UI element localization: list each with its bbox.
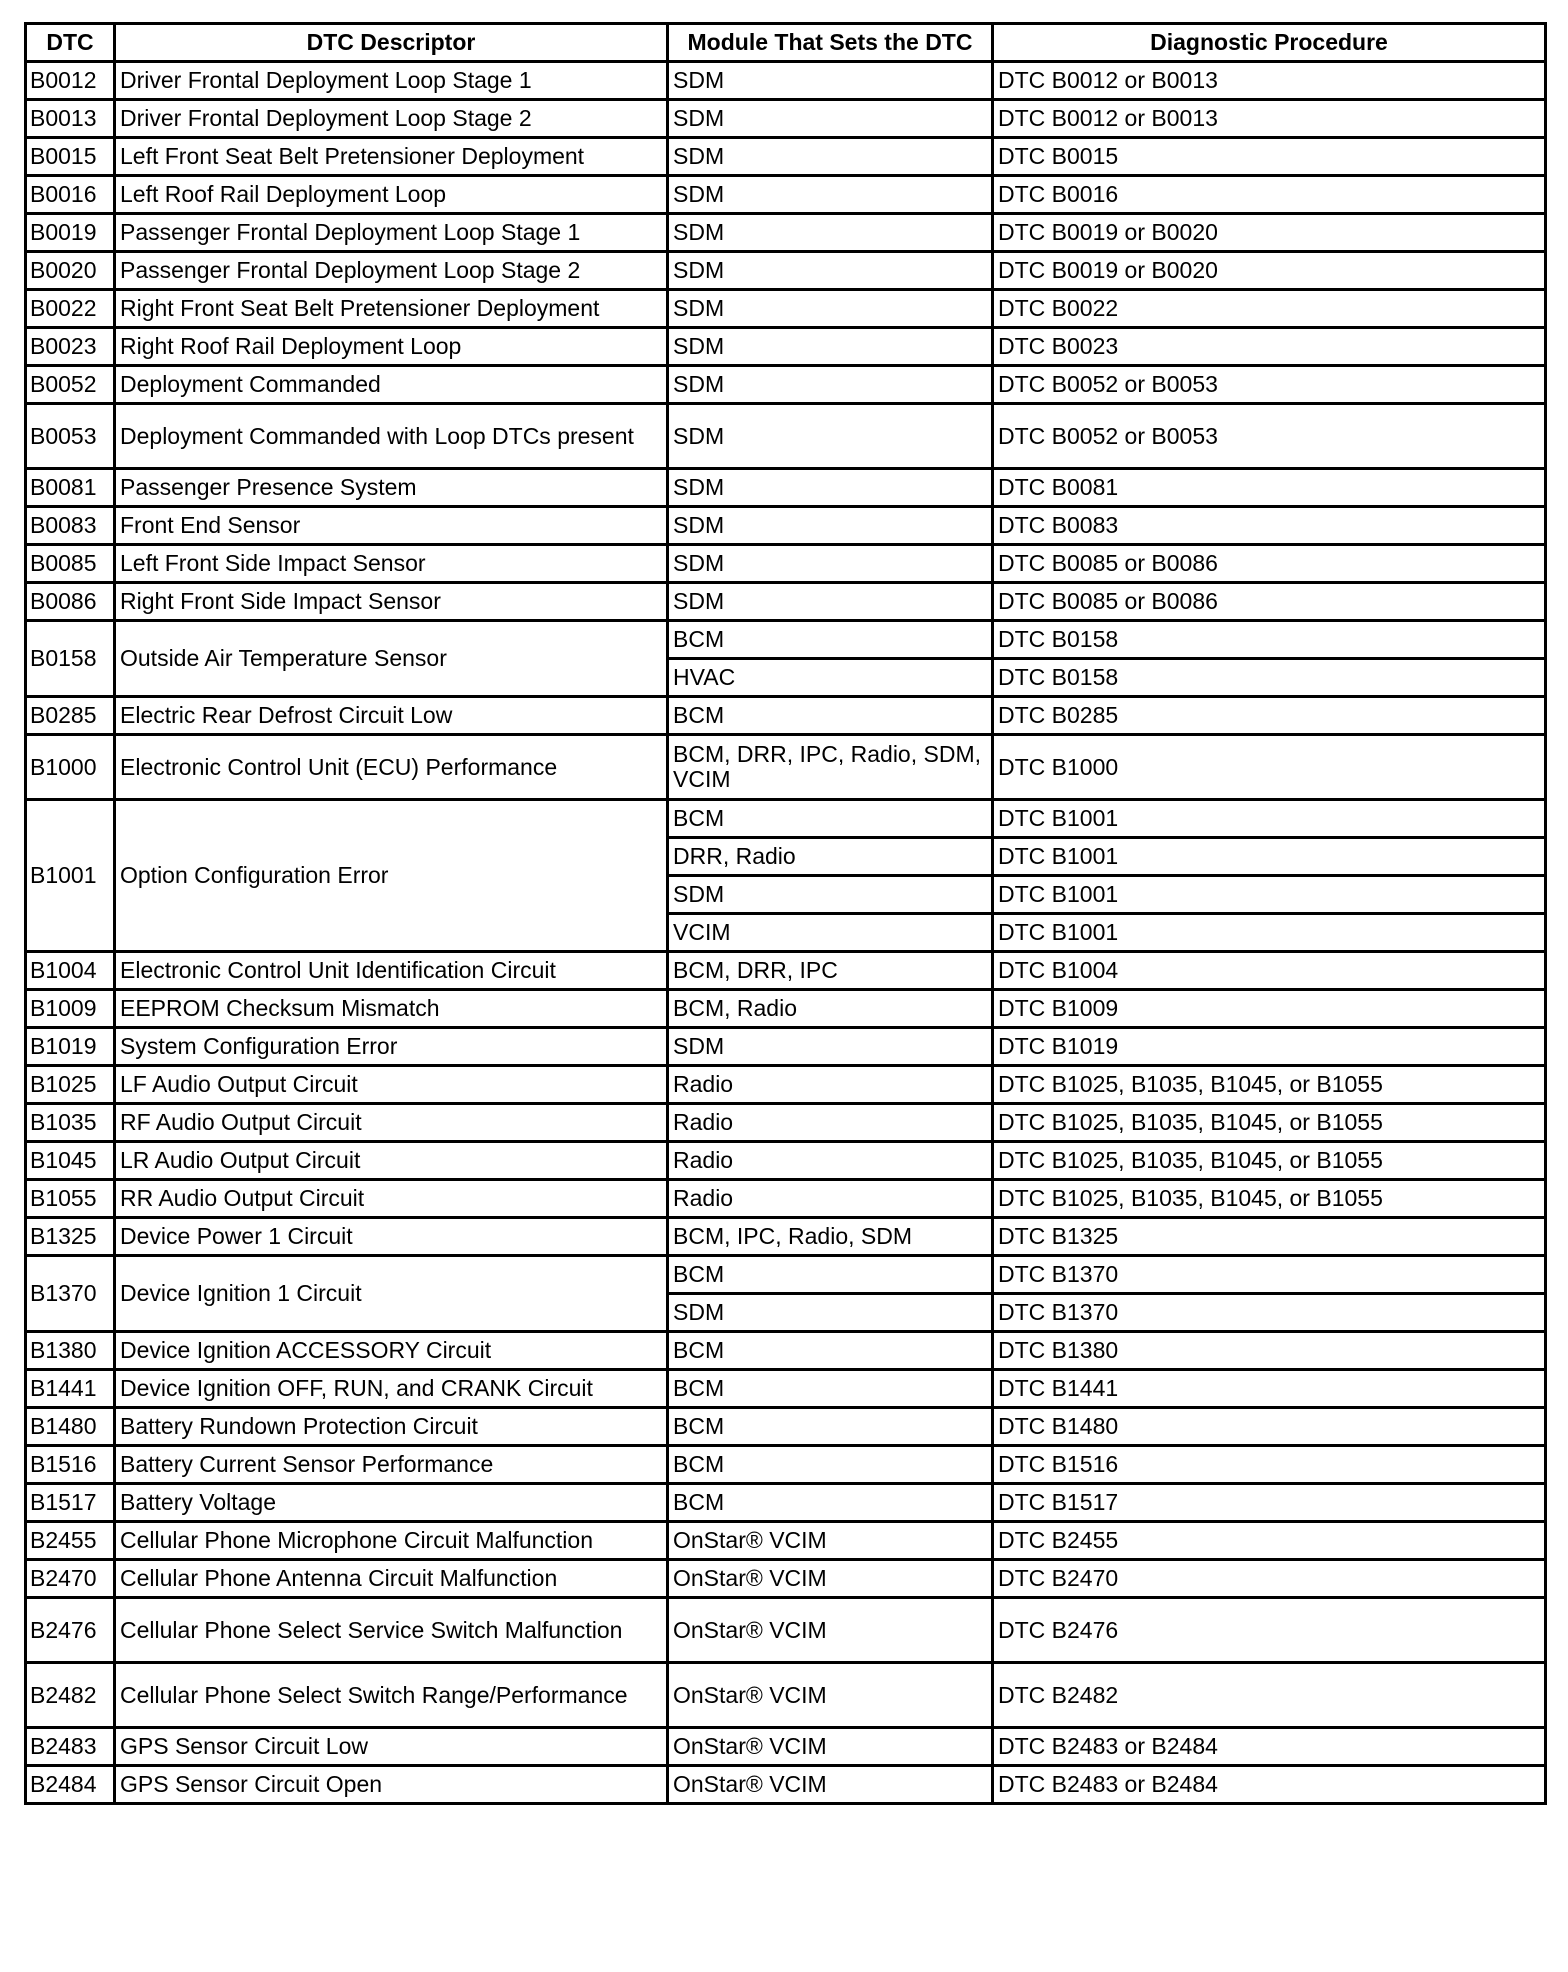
table-row: [26, 1142, 1546, 1180]
table-row: [26, 507, 1546, 545]
table-row: [26, 176, 1546, 214]
procedure-cell: DTC B1025, B1035, B1045, or B1055: [993, 1142, 1546, 1180]
module-cell: SDM: [668, 252, 993, 290]
procedure-cell: DTC B0081: [993, 469, 1546, 507]
dtc-code-cell: B0015: [26, 138, 115, 176]
table-row: [26, 328, 1546, 366]
table-row: [26, 404, 1546, 469]
procedure-cell: DTC B1480: [993, 1408, 1546, 1446]
procedure-cell: DTC B1004: [993, 952, 1546, 990]
table-row: [26, 252, 1546, 290]
dtc-code-cell: B1370: [26, 1256, 115, 1332]
dtc-code-cell: B2482: [26, 1663, 115, 1728]
module-cell: BCM: [668, 697, 993, 735]
dtc-code-cell: B1019: [26, 1028, 115, 1066]
module-cell: BCM: [668, 1484, 993, 1522]
dtc-descriptor-cell: RR Audio Output Circuit: [115, 1180, 668, 1218]
dtc-table: [24, 22, 1547, 1805]
table-row: [26, 1256, 1546, 1294]
table-row: [26, 1522, 1546, 1560]
dtc-code-cell: B0052: [26, 366, 115, 404]
procedure-cell: DTC B0023: [993, 328, 1546, 366]
module-cell: Radio: [668, 1104, 993, 1142]
dtc-code-cell: B1025: [26, 1066, 115, 1104]
dtc-descriptor-cell: Right Front Seat Belt Pretensioner Deployment: [115, 290, 668, 328]
table-row: [26, 1370, 1546, 1408]
dtc-descriptor-cell: Cellular Phone Antenna Circuit Malfunction: [115, 1560, 668, 1598]
dtc-code-cell: B0285: [26, 697, 115, 735]
module-cell: SDM: [668, 328, 993, 366]
table-row: [26, 366, 1546, 404]
procedure-cell: DTC B1000: [993, 735, 1546, 800]
table-row: [26, 800, 1546, 838]
table-row: [26, 1180, 1546, 1218]
module-cell: SDM: [668, 469, 993, 507]
module-cell: HVAC: [668, 659, 993, 697]
dtc-descriptor-cell: Front End Sensor: [115, 507, 668, 545]
table-row: [26, 1446, 1546, 1484]
module-cell: Radio: [668, 1142, 993, 1180]
dtc-descriptor-cell: Left Front Seat Belt Pretensioner Deployment: [115, 138, 668, 176]
procedure-cell: DTC B0012 or B0013: [993, 100, 1546, 138]
procedure-cell: DTC B1325: [993, 1218, 1546, 1256]
table-row: [26, 290, 1546, 328]
table-header: [26, 24, 1546, 62]
dtc-descriptor-cell: Device Ignition 1 Circuit: [115, 1256, 668, 1332]
dtc-descriptor-cell: Passenger Presence System: [115, 469, 668, 507]
dtc-code-cell: B1035: [26, 1104, 115, 1142]
procedure-cell: DTC B1019: [993, 1028, 1546, 1066]
table-row: [26, 735, 1546, 800]
dtc-descriptor-cell: Battery Current Sensor Performance: [115, 1446, 668, 1484]
dtc-descriptor-cell: Deployment Commanded: [115, 366, 668, 404]
dtc-code-cell: B0081: [26, 469, 115, 507]
table-row: [26, 1028, 1546, 1066]
dtc-code-cell: B1001: [26, 800, 115, 952]
module-cell: OnStar® VCIM: [668, 1663, 993, 1728]
dtc-descriptor-cell: Device Ignition ACCESSORY Circuit: [115, 1332, 668, 1370]
dtc-code-cell: B1000: [26, 735, 115, 800]
table-row: [26, 1218, 1546, 1256]
table-row: [26, 952, 1546, 990]
table-row: [26, 697, 1546, 735]
procedure-cell: DTC B0158: [993, 659, 1546, 697]
dtc-code-cell: B2455: [26, 1522, 115, 1560]
procedure-cell: DTC B2476: [993, 1598, 1546, 1663]
dtc-code-cell: B1517: [26, 1484, 115, 1522]
table-row: [26, 545, 1546, 583]
procedure-cell: DTC B1009: [993, 990, 1546, 1028]
procedure-cell: DTC B0012 or B0013: [993, 62, 1546, 100]
module-cell: OnStar® VCIM: [668, 1522, 993, 1560]
dtc-descriptor-cell: Driver Frontal Deployment Loop Stage 2: [115, 100, 668, 138]
table-row: [26, 621, 1546, 659]
table-row: [26, 1408, 1546, 1446]
procedure-cell: DTC B0022: [993, 290, 1546, 328]
dtc-code-cell: B2476: [26, 1598, 115, 1663]
procedure-cell: DTC B0158: [993, 621, 1546, 659]
module-cell: BCM: [668, 1446, 993, 1484]
module-cell: VCIM: [668, 914, 993, 952]
module-cell: BCM: [668, 800, 993, 838]
module-cell: SDM: [668, 876, 993, 914]
module-cell: SDM: [668, 1028, 993, 1066]
dtc-descriptor-cell: Electronic Control Unit Identification Circuit: [115, 952, 668, 990]
dtc-descriptor-cell: Driver Frontal Deployment Loop Stage 1: [115, 62, 668, 100]
header-module: Module That Sets the DTC: [668, 24, 993, 62]
dtc-code-cell: B0013: [26, 100, 115, 138]
procedure-cell: DTC B1001: [993, 876, 1546, 914]
module-cell: OnStar® VCIM: [668, 1728, 993, 1766]
dtc-code-cell: B0085: [26, 545, 115, 583]
dtc-code-cell: B1055: [26, 1180, 115, 1218]
module-cell: OnStar® VCIM: [668, 1560, 993, 1598]
module-cell: SDM: [668, 507, 993, 545]
module-cell: BCM, IPC, Radio, SDM: [668, 1218, 993, 1256]
procedure-cell: DTC B2482: [993, 1663, 1546, 1728]
module-cell: SDM: [668, 290, 993, 328]
procedure-cell: DTC B0052 or B0053: [993, 404, 1546, 469]
dtc-descriptor-cell: Right Roof Rail Deployment Loop: [115, 328, 668, 366]
dtc-code-cell: B1380: [26, 1332, 115, 1370]
procedure-cell: DTC B0016: [993, 176, 1546, 214]
dtc-descriptor-cell: LF Audio Output Circuit: [115, 1066, 668, 1104]
dtc-code-cell: B0012: [26, 62, 115, 100]
module-cell: SDM: [668, 138, 993, 176]
procedure-cell: DTC B0083: [993, 507, 1546, 545]
dtc-code-cell: B0016: [26, 176, 115, 214]
module-cell: BCM: [668, 1256, 993, 1294]
procedure-cell: DTC B1025, B1035, B1045, or B1055: [993, 1066, 1546, 1104]
dtc-code-cell: B0083: [26, 507, 115, 545]
dtc-descriptor-cell: Left Roof Rail Deployment Loop: [115, 176, 668, 214]
module-cell: SDM: [668, 100, 993, 138]
table-row: [26, 1663, 1546, 1728]
module-cell: OnStar® VCIM: [668, 1598, 993, 1663]
procedure-cell: DTC B1370: [993, 1256, 1546, 1294]
procedure-cell: DTC B1380: [993, 1332, 1546, 1370]
table-row: [26, 1484, 1546, 1522]
procedure-cell: DTC B1025, B1035, B1045, or B1055: [993, 1104, 1546, 1142]
module-cell: SDM: [668, 214, 993, 252]
module-cell: OnStar® VCIM: [668, 1766, 993, 1804]
table-row: [26, 62, 1546, 100]
module-cell: BCM: [668, 1332, 993, 1370]
procedure-cell: DTC B1001: [993, 800, 1546, 838]
dtc-descriptor-cell: Left Front Side Impact Sensor: [115, 545, 668, 583]
header-descriptor: DTC Descriptor: [115, 24, 668, 62]
table-row: [26, 138, 1546, 176]
dtc-descriptor-cell: LR Audio Output Circuit: [115, 1142, 668, 1180]
dtc-code-cell: B0086: [26, 583, 115, 621]
dtc-code-cell: B1325: [26, 1218, 115, 1256]
table-row: [26, 214, 1546, 252]
module-cell: DRR, Radio: [668, 838, 993, 876]
dtc-code-cell: B1045: [26, 1142, 115, 1180]
dtc-code-cell: B1516: [26, 1446, 115, 1484]
procedure-cell: DTC B0052 or B0053: [993, 366, 1546, 404]
header-procedure: Diagnostic Procedure: [993, 24, 1546, 62]
module-cell: SDM: [668, 366, 993, 404]
procedure-cell: DTC B1001: [993, 838, 1546, 876]
dtc-code-cell: B0023: [26, 328, 115, 366]
dtc-code-cell: B1009: [26, 990, 115, 1028]
procedure-cell: DTC B0019 or B0020: [993, 252, 1546, 290]
dtc-code-cell: B2483: [26, 1728, 115, 1766]
dtc-descriptor-cell: GPS Sensor Circuit Low: [115, 1728, 668, 1766]
header-row: [26, 24, 1546, 62]
table-row: [26, 1598, 1546, 1663]
dtc-code-cell: B1480: [26, 1408, 115, 1446]
dtc-code-cell: B1004: [26, 952, 115, 990]
dtc-descriptor-cell: Battery Rundown Protection Circuit: [115, 1408, 668, 1446]
procedure-cell: DTC B1370: [993, 1294, 1546, 1332]
procedure-cell: DTC B1516: [993, 1446, 1546, 1484]
dtc-descriptor-cell: Passenger Frontal Deployment Loop Stage 1: [115, 214, 668, 252]
procedure-cell: DTC B1441: [993, 1370, 1546, 1408]
procedure-cell: DTC B0015: [993, 138, 1546, 176]
dtc-descriptor-cell: System Configuration Error: [115, 1028, 668, 1066]
dtc-descriptor-cell: GPS Sensor Circuit Open: [115, 1766, 668, 1804]
procedure-cell: DTC B0085 or B0086: [993, 545, 1546, 583]
procedure-cell: DTC B2483 or B2484: [993, 1728, 1546, 1766]
procedure-cell: DTC B1001: [993, 914, 1546, 952]
dtc-code-cell: B0020: [26, 252, 115, 290]
table-row: [26, 100, 1546, 138]
module-cell: SDM: [668, 176, 993, 214]
module-cell: BCM: [668, 1408, 993, 1446]
dtc-code-cell: B0022: [26, 290, 115, 328]
table-row: [26, 1066, 1546, 1104]
table-row: [26, 469, 1546, 507]
dtc-descriptor-cell: Electric Rear Defrost Circuit Low: [115, 697, 668, 735]
module-cell: SDM: [668, 1294, 993, 1332]
procedure-cell: DTC B0285: [993, 697, 1546, 735]
module-cell: BCM, DRR, IPC, Radio, SDM, VCIM: [668, 735, 993, 800]
procedure-cell: DTC B2455: [993, 1522, 1546, 1560]
table-row: [26, 1728, 1546, 1766]
dtc-descriptor-cell: Passenger Frontal Deployment Loop Stage 2: [115, 252, 668, 290]
module-cell: SDM: [668, 545, 993, 583]
dtc-descriptor-cell: Battery Voltage: [115, 1484, 668, 1522]
dtc-descriptor-cell: Cellular Phone Select Switch Range/Performance: [115, 1663, 668, 1728]
procedure-cell: DTC B1517: [993, 1484, 1546, 1522]
table-body: [26, 62, 1546, 1804]
dtc-code-cell: B0019: [26, 214, 115, 252]
module-cell: BCM, Radio: [668, 990, 993, 1028]
procedure-cell: DTC B1025, B1035, B1045, or B1055: [993, 1180, 1546, 1218]
module-cell: SDM: [668, 583, 993, 621]
dtc-descriptor-cell: RF Audio Output Circuit: [115, 1104, 668, 1142]
module-cell: BCM, DRR, IPC: [668, 952, 993, 990]
dtc-descriptor-cell: Option Configuration Error: [115, 800, 668, 952]
module-cell: SDM: [668, 62, 993, 100]
module-cell: Radio: [668, 1066, 993, 1104]
module-cell: BCM: [668, 621, 993, 659]
dtc-descriptor-cell: Cellular Phone Microphone Circuit Malfunction: [115, 1522, 668, 1560]
dtc-code-cell: B1441: [26, 1370, 115, 1408]
procedure-cell: DTC B0019 or B0020: [993, 214, 1546, 252]
dtc-descriptor-cell: Right Front Side Impact Sensor: [115, 583, 668, 621]
module-cell: BCM: [668, 1370, 993, 1408]
dtc-descriptor-cell: Cellular Phone Select Service Switch Malfunction: [115, 1598, 668, 1663]
dtc-code-cell: B0158: [26, 621, 115, 697]
table-row: [26, 990, 1546, 1028]
dtc-code-cell: B0053: [26, 404, 115, 469]
module-cell: Radio: [668, 1180, 993, 1218]
dtc-descriptor-cell: Electronic Control Unit (ECU) Performance: [115, 735, 668, 800]
procedure-cell: DTC B2483 or B2484: [993, 1766, 1546, 1804]
table-row: [26, 1104, 1546, 1142]
dtc-descriptor-cell: Outside Air Temperature Sensor: [115, 621, 668, 697]
table-row: [26, 1332, 1546, 1370]
dtc-descriptor-cell: Device Power 1 Circuit: [115, 1218, 668, 1256]
dtc-descriptor-cell: Device Ignition OFF, RUN, and CRANK Circuit: [115, 1370, 668, 1408]
dtc-code-cell: B2470: [26, 1560, 115, 1598]
table-row: [26, 1560, 1546, 1598]
module-cell: SDM: [668, 404, 993, 469]
dtc-code-cell: B2484: [26, 1766, 115, 1804]
header-dtc: DTC: [26, 24, 115, 62]
table-row: [26, 1766, 1546, 1804]
dtc-descriptor-cell: EEPROM Checksum Mismatch: [115, 990, 668, 1028]
procedure-cell: DTC B2470: [993, 1560, 1546, 1598]
table-row: [26, 583, 1546, 621]
dtc-descriptor-cell: Deployment Commanded with Loop DTCs present: [115, 404, 668, 469]
procedure-cell: DTC B0085 or B0086: [993, 583, 1546, 621]
